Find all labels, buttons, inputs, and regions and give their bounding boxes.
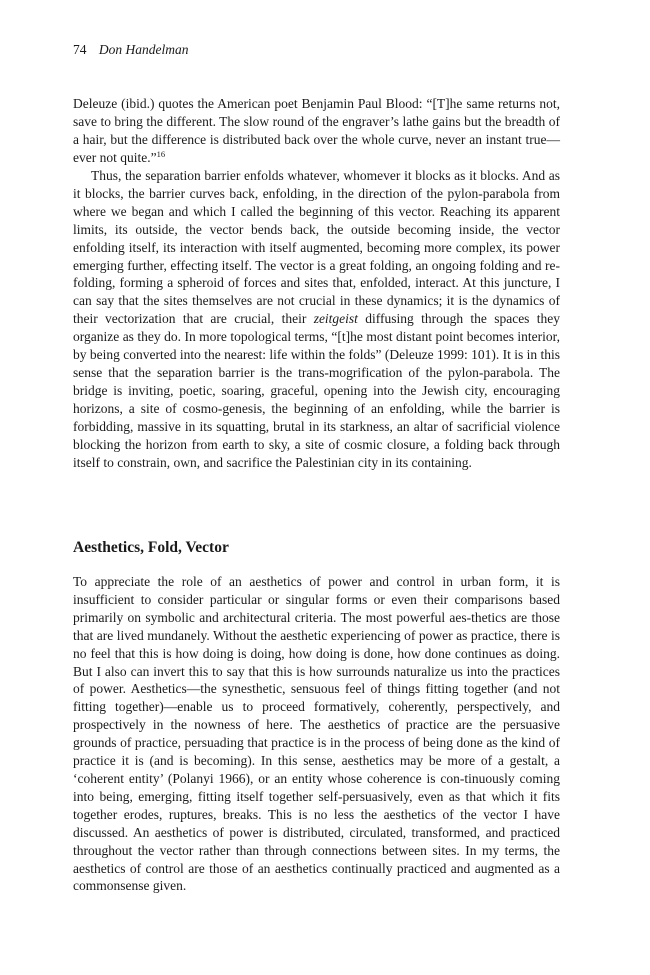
footnote-marker[interactable]: 16 — [156, 148, 166, 159]
paragraph-1-text: Deleuze (ibid.) quotes the American poet Benjamin Paul Blood: “[T]he same returns not, save to bring the different. The slow round of the engraver’s lathe gains but the breadth of a hair, but the difference is distributed back over the whole curve, never an instant true—ever not quite.” — [73, 96, 560, 165]
page-number: 74 — [73, 42, 87, 57]
body-paragraph-3 — [73, 573, 560, 895]
paragraph-text — [73, 95, 560, 167]
paragraph-text — [73, 167, 560, 471]
section-heading: Aesthetics, Fold, Vector — [73, 539, 229, 556]
paragraph-2-text-end: diffusing through the spaces they organize as they do. In more topological terms, “[t]he most distant point becomes interior, by being converted into the nearest: life within the folds” (Deleuze 1999: 101). It is in this sense that the separation barrier is the trans-mogrification of the pylon-parabola. The bridge is inviting, poetic, soaring, graceful, opening into the Jewish city, encouraging horizons, a site of cosmo-genesis, the beginning of an enfolding, while the barrier is forbidding, massive in its squatting, brutal in its starkness, an altar of sacrificial violence blocking the horizon from earth to sky, a site of cosmic closure, a folding back through itself to constrain, own, and sacrifice the Palestinian city in its containing. — [73, 311, 561, 470]
body-paragraph-2 — [73, 167, 560, 471]
running-head-author: Don Handelman — [98, 42, 189, 57]
body-paragraph-1 — [73, 95, 560, 167]
running-head — [73, 40, 189, 60]
paragraph-3-text: To appreciate the role of an aesthetics of power and control in urban form, it is insufficient to consider particular or singular forms or even their comparisons based primarily on symbolic and architectural criteria. The most powerful aes-thetics are those that are lived mundanely. Without the aesthetic experiencing of power as practice, there is no feel that this is how doing is doing, how doing is done, how done continues as doing. But I also can invert this to say that this is how surrounds naturalize us into the practices of power. Aesthetics—the synesthetic, sensuous feel of things fitting together (and not fitting together)—enable us to proceed formatively, coherently, perspectively, and prospectively in the nowness of here. The aesthetics of practice are the persuasive grounds of practice, persuading that practice is in the process of being done as the kind of practice it is (and is becoming). In this sense, aesthetics may be more of a gestalt, a ‘coherent entity’ (Polanyi 1966), or an entity whose coherence is con-tinuously coming into being, emerging, fitting itself together self-persuasively, even as that which it fits together erodes, ruptures, breaks. This is no less the aesthetics of the vector I have discussed. An aesthetics of power is distributed, circulated, transformed, and practiced throughout the vector rather than through connections between sites. In my terms, the aesthetics of control are those of an aesthetics continually practiced and augmented as a commonsense given. — [73, 574, 560, 894]
paragraph-2-text-start: Thus, the separation barrier enfolds whatever, whomever it blocks as it blocks. And as it blocks, the barrier curves back, enfolding, in the direction of the pylon-parabola from where we began and which I called the beginning of this vector. Reaching its apparent limits, its outside, the vector bends back, the outside becoming inside, the vector enfolding itself, its interaction with itself augmented, becoming more complex, its power emerging further, effecting itself. The vector is a great folding, an ongoing folding and re-folding, forming a spheroid of forces and sites that, enfolded, interact. At this juncture, I can say that the sites themselves are not crucial in these dynamics; it is the dynamics of their vectorization that are crucial, their — [73, 168, 560, 327]
italic-term: zeitgeist — [313, 311, 358, 327]
